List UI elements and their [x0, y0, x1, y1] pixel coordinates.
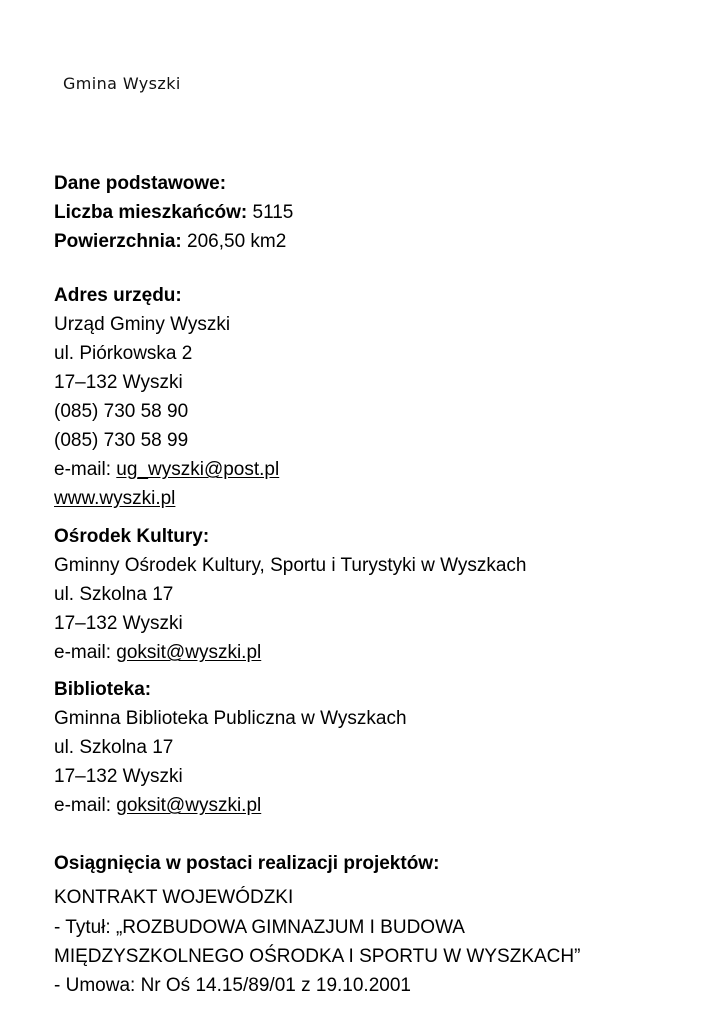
culture-center-name: Gminny Ośrodek Kultury, Sportu i Turystyki w Wyszkach [54, 555, 527, 576]
projects-heading: Osiągnięcia w postaci realizacji projektów: [54, 853, 440, 874]
population-label: Liczba mieszkańców: [54, 202, 248, 223]
projects-agreement: - Umowa: Nr Oś 14.15/89/01 z 19.10.2001 [54, 975, 411, 996]
culture-center-email-row [54, 641, 261, 665]
office-address-heading: Adres urzędu: [54, 285, 182, 306]
library-email-row [54, 794, 261, 818]
culture-center-email-link[interactable]: goksit@wyszki.pl [116, 642, 262, 663]
office-email-label: e-mail: [54, 459, 117, 480]
projects-title-line-1: - Tytuł: „ROZBUDOWA GIMNAZJUM I BUDOWA [54, 917, 465, 938]
office-postal: 17–132 Wyszki [54, 372, 183, 393]
population-row [54, 201, 293, 225]
projects-title-line-2: MIĘDZYSZKOLNEGO OŚRODKA I SPORTU W WYSZKACH” [54, 946, 581, 967]
page-header-title: Gmina Wyszki [63, 74, 181, 93]
library-email-link[interactable]: goksit@wyszki.pl [116, 795, 262, 816]
library-street: ul. Szkolna 17 [54, 737, 174, 758]
office-email-link[interactable]: ug_wyszki@post.pl [116, 459, 280, 480]
culture-center-street: ul. Szkolna 17 [54, 584, 174, 605]
office-phone-2: (085) 730 58 99 [54, 430, 189, 451]
projects-contract: KONTRAKT WOJEWÓDZKI [54, 887, 294, 908]
office-email-row [54, 458, 279, 482]
office-street: ul. Piórkowska 2 [54, 343, 193, 364]
area-row [54, 230, 286, 254]
basic-data-heading: Dane podstawowe: [54, 173, 227, 194]
library-postal: 17–132 Wyszki [54, 766, 183, 787]
office-phone-1: (085) 730 58 90 [54, 401, 189, 422]
office-website-row [54, 487, 175, 511]
library-heading: Biblioteka: [54, 679, 152, 700]
area-label: Powierzchnia: [54, 231, 182, 252]
office-name: Urząd Gminy Wyszki [54, 314, 231, 335]
population-value: 5115 [247, 202, 294, 223]
culture-center-heading: Ośrodek Kultury: [54, 526, 210, 547]
culture-center-postal: 17–132 Wyszki [54, 613, 183, 634]
library-name: Gminna Biblioteka Publiczna w Wyszkach [54, 708, 407, 729]
library-email-label: e-mail: [54, 795, 117, 816]
culture-center-email-label: e-mail: [54, 642, 117, 663]
area-value: 206,50 km2 [181, 231, 287, 252]
office-website-link[interactable]: www.wyszki.pl [54, 488, 176, 509]
